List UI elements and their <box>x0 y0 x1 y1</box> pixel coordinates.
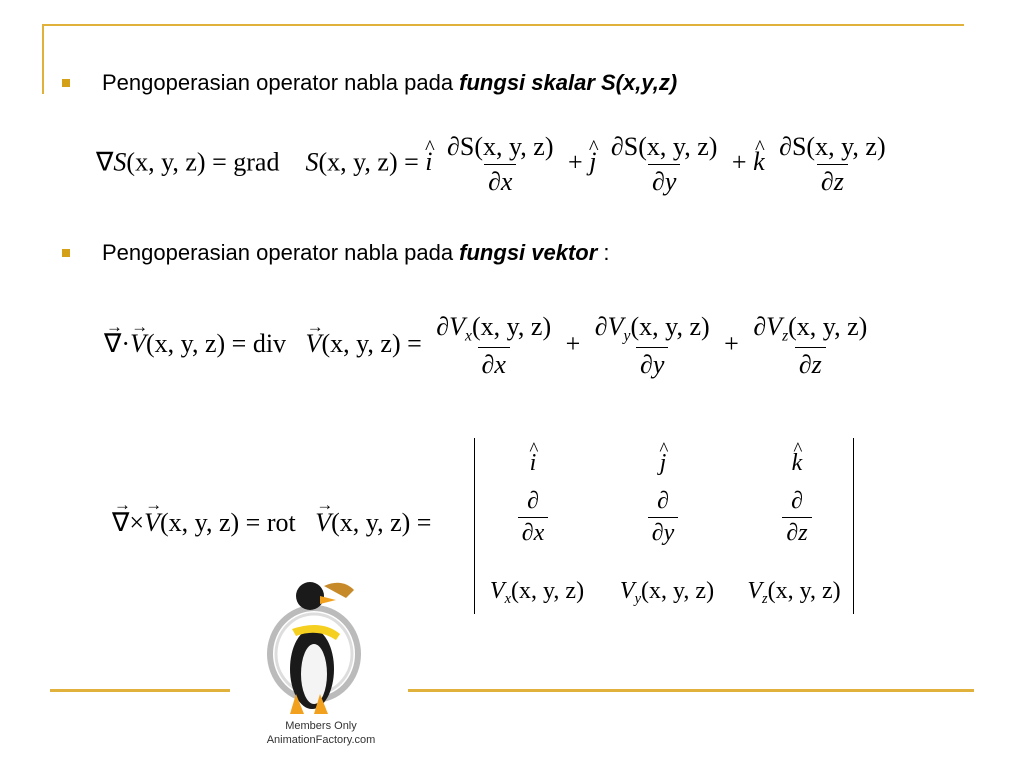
footer-line-right <box>408 689 974 692</box>
equation-grad: ∇S(x, y, z) = grad S(x, y, z) = i ^ $\frac{\partial S(x, y, z)}{\partial x}$ + j ^ $\frac{\partial S(x, y, z)}{\partial y}$ + k ^ $\frac{\partial S(x, y, z)}{\partial z}$ <box>96 132 894 197</box>
bullet-marker <box>62 249 70 257</box>
determinant-matrix: i ^ j ^ k ^ $\frac{\partial}{\partial x}$ $\frac{\partial}{\partial y}$ $\frac{\partial}{\partial z}$ $V_x(x$, y, z) $V_y(x$, y, z) $V_z(x$, y, z) <box>474 438 854 614</box>
bullet-text: Pengoperasian operator nabla pada fungsi vektor : <box>102 240 610 265</box>
bullet-marker <box>62 79 70 87</box>
unit-j: j ^ <box>660 450 667 477</box>
bullet-vector <box>62 240 610 266</box>
frame-top-line <box>42 24 964 26</box>
unit-i: i ^ <box>530 450 537 477</box>
equation-div: ∇ →·V →(x, y, z) = div V →(x, y, z) = $\frac{\partial V_x(x, y, z)}{\partial x}$ + $\frac{\partial V_y(x, y, z)}{\partial y}$ + $\frac{\partial V_z(x, y, z)}{\partial z}$ <box>104 312 875 380</box>
bullet-scalar <box>62 70 677 96</box>
footer-line-left <box>50 689 230 692</box>
frame-left-line <box>42 24 44 94</box>
unit-k: k ^ <box>792 450 803 477</box>
watermark-line2: AnimationFactory.com <box>266 734 376 746</box>
watermark-line1: Members Only <box>285 720 357 732</box>
equation-rot-lhs: ∇ →×V →(x, y, z) = rot V →(x, y, z) = <box>112 508 431 538</box>
bullet-text: Pengoperasian operator nabla pada fungsi skalar S(x,y,z) <box>102 70 678 95</box>
penguin-mascot-icon <box>262 574 380 722</box>
